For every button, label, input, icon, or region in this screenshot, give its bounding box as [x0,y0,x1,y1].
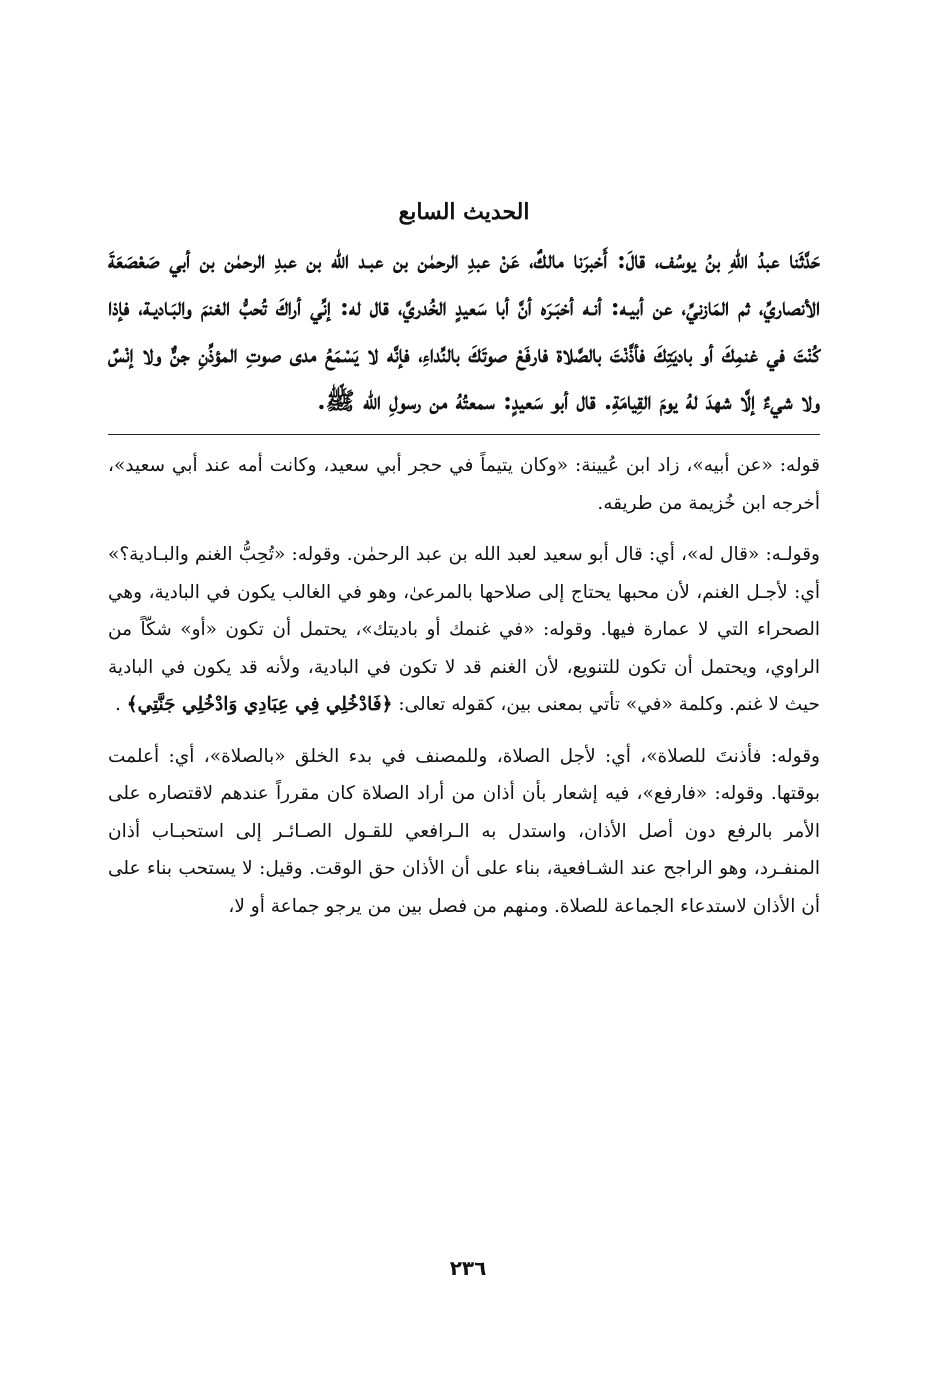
commentary-paragraph-2-text: وقولـه: «قال له»، أي: قال أبو سعيد لعبد الله بن عبد الرحمٰن. وقوله: «تُحِبُّ الغنم والبـادية؟» أي: لأجـل الغنم، لأن محبها يحتاج إلى صلاحها بالمرعىٰ، وهو في الغالب يكون في البادية، وهي الصحراء التي لا عمارة فيها. وقوله: «في غنمك أو باديتك»، يحتمل أن تكون «أو» شكّاً من الراوي، ويحتمل أن تكون للتنويع، لأن الغنم قد لا تكون في البادية، ولأنه قد يكون في البادية حيث لا غنم. وكلمة «في» تأتي بمعنى بين، كقوله تعالى: [108,544,820,715]
commentary-paragraph-3: وقوله: فأذنتَ للصلاة»، أي: لأجل الصلاة، وللمصنف في بدء الخلق «بالصلاة»، أي: أعلمت بوقتها. وقوله: «فارفع»، فيه إشعار بأن أذان من أراد الصلاة كان مقرراً عندهم لاقتصاره على الأمر بالرفع دون أصل الأذان، واستدل به الـرافعي للقـول الصـائـر إلى استحبـاب أذان المنفـرد، وهو الراجح عند الشـافعية، بناء على أن الأذان حق الوقت. وقيل: لا يستحب بناء على أن الأذان لاستدعاء الجماعة للصلاة. ومنهم من فصل بين من يرجو جماعة أو لا، [108,745,820,917]
chapter-title: الحديث السابع [398,199,530,225]
quran-verse: ﴿فَادْخُلِي فِي عِبَادِي وَادْخُلِي جَنَّتِي﴾ [126,694,393,715]
commentary-paragraph-1: قوله: «عن أبيه»، زاد ابن عُيينة: «وكان يتيماً في حجر أبي سعيد، وكانت أمه عند أبي سعيد»، أخرجه ابن خُزيمة من طريقه. [108,455,820,514]
commentary-paragraph-2-end: . [114,694,121,715]
page-number: ٢٣٦ [449,1256,487,1280]
commentary-paragraph-2 [108,536,820,724]
hadith-text: حَدَّثَنا عبدُ اللهِ بنُ يوسُف، قالَ: أَخبرَنا مالكٌ، عَنْ عبدِ الرحمٰن بن عبـد الله بن عبدِ الرحمٰن بن أبي صَعْصَعَةَ الأنصاريِّ، ثم المَازنيِّ، عن أبيـه: أنـه أخبَـرَه أنَّ أبا سَعيدٍ الخُدريَّ، قال له: إنِّي أراكَ تُحبُّ الغنمَ والبَـاديـة، فإذا كُنْتَ في غنمِكَ أو باديَتِكَ فأذَّنْتَ بالصَّلاة فارفَعْ صوتَكَ بالنِّداءِ، فإنَّه لا يَسْمَعُ مدى صوتِ المؤذِّنِ جنٌّ ولا إنْسٌ ولا شيءٌ إلَّا شهدَ لهُ يومَ القِيامَةِ. قال أبو سَعيدٍ: سمعتُهُ من رسولِ الله ﷺ. [108,245,820,415]
separator-line [108,434,820,435]
page-content [108,192,820,939]
